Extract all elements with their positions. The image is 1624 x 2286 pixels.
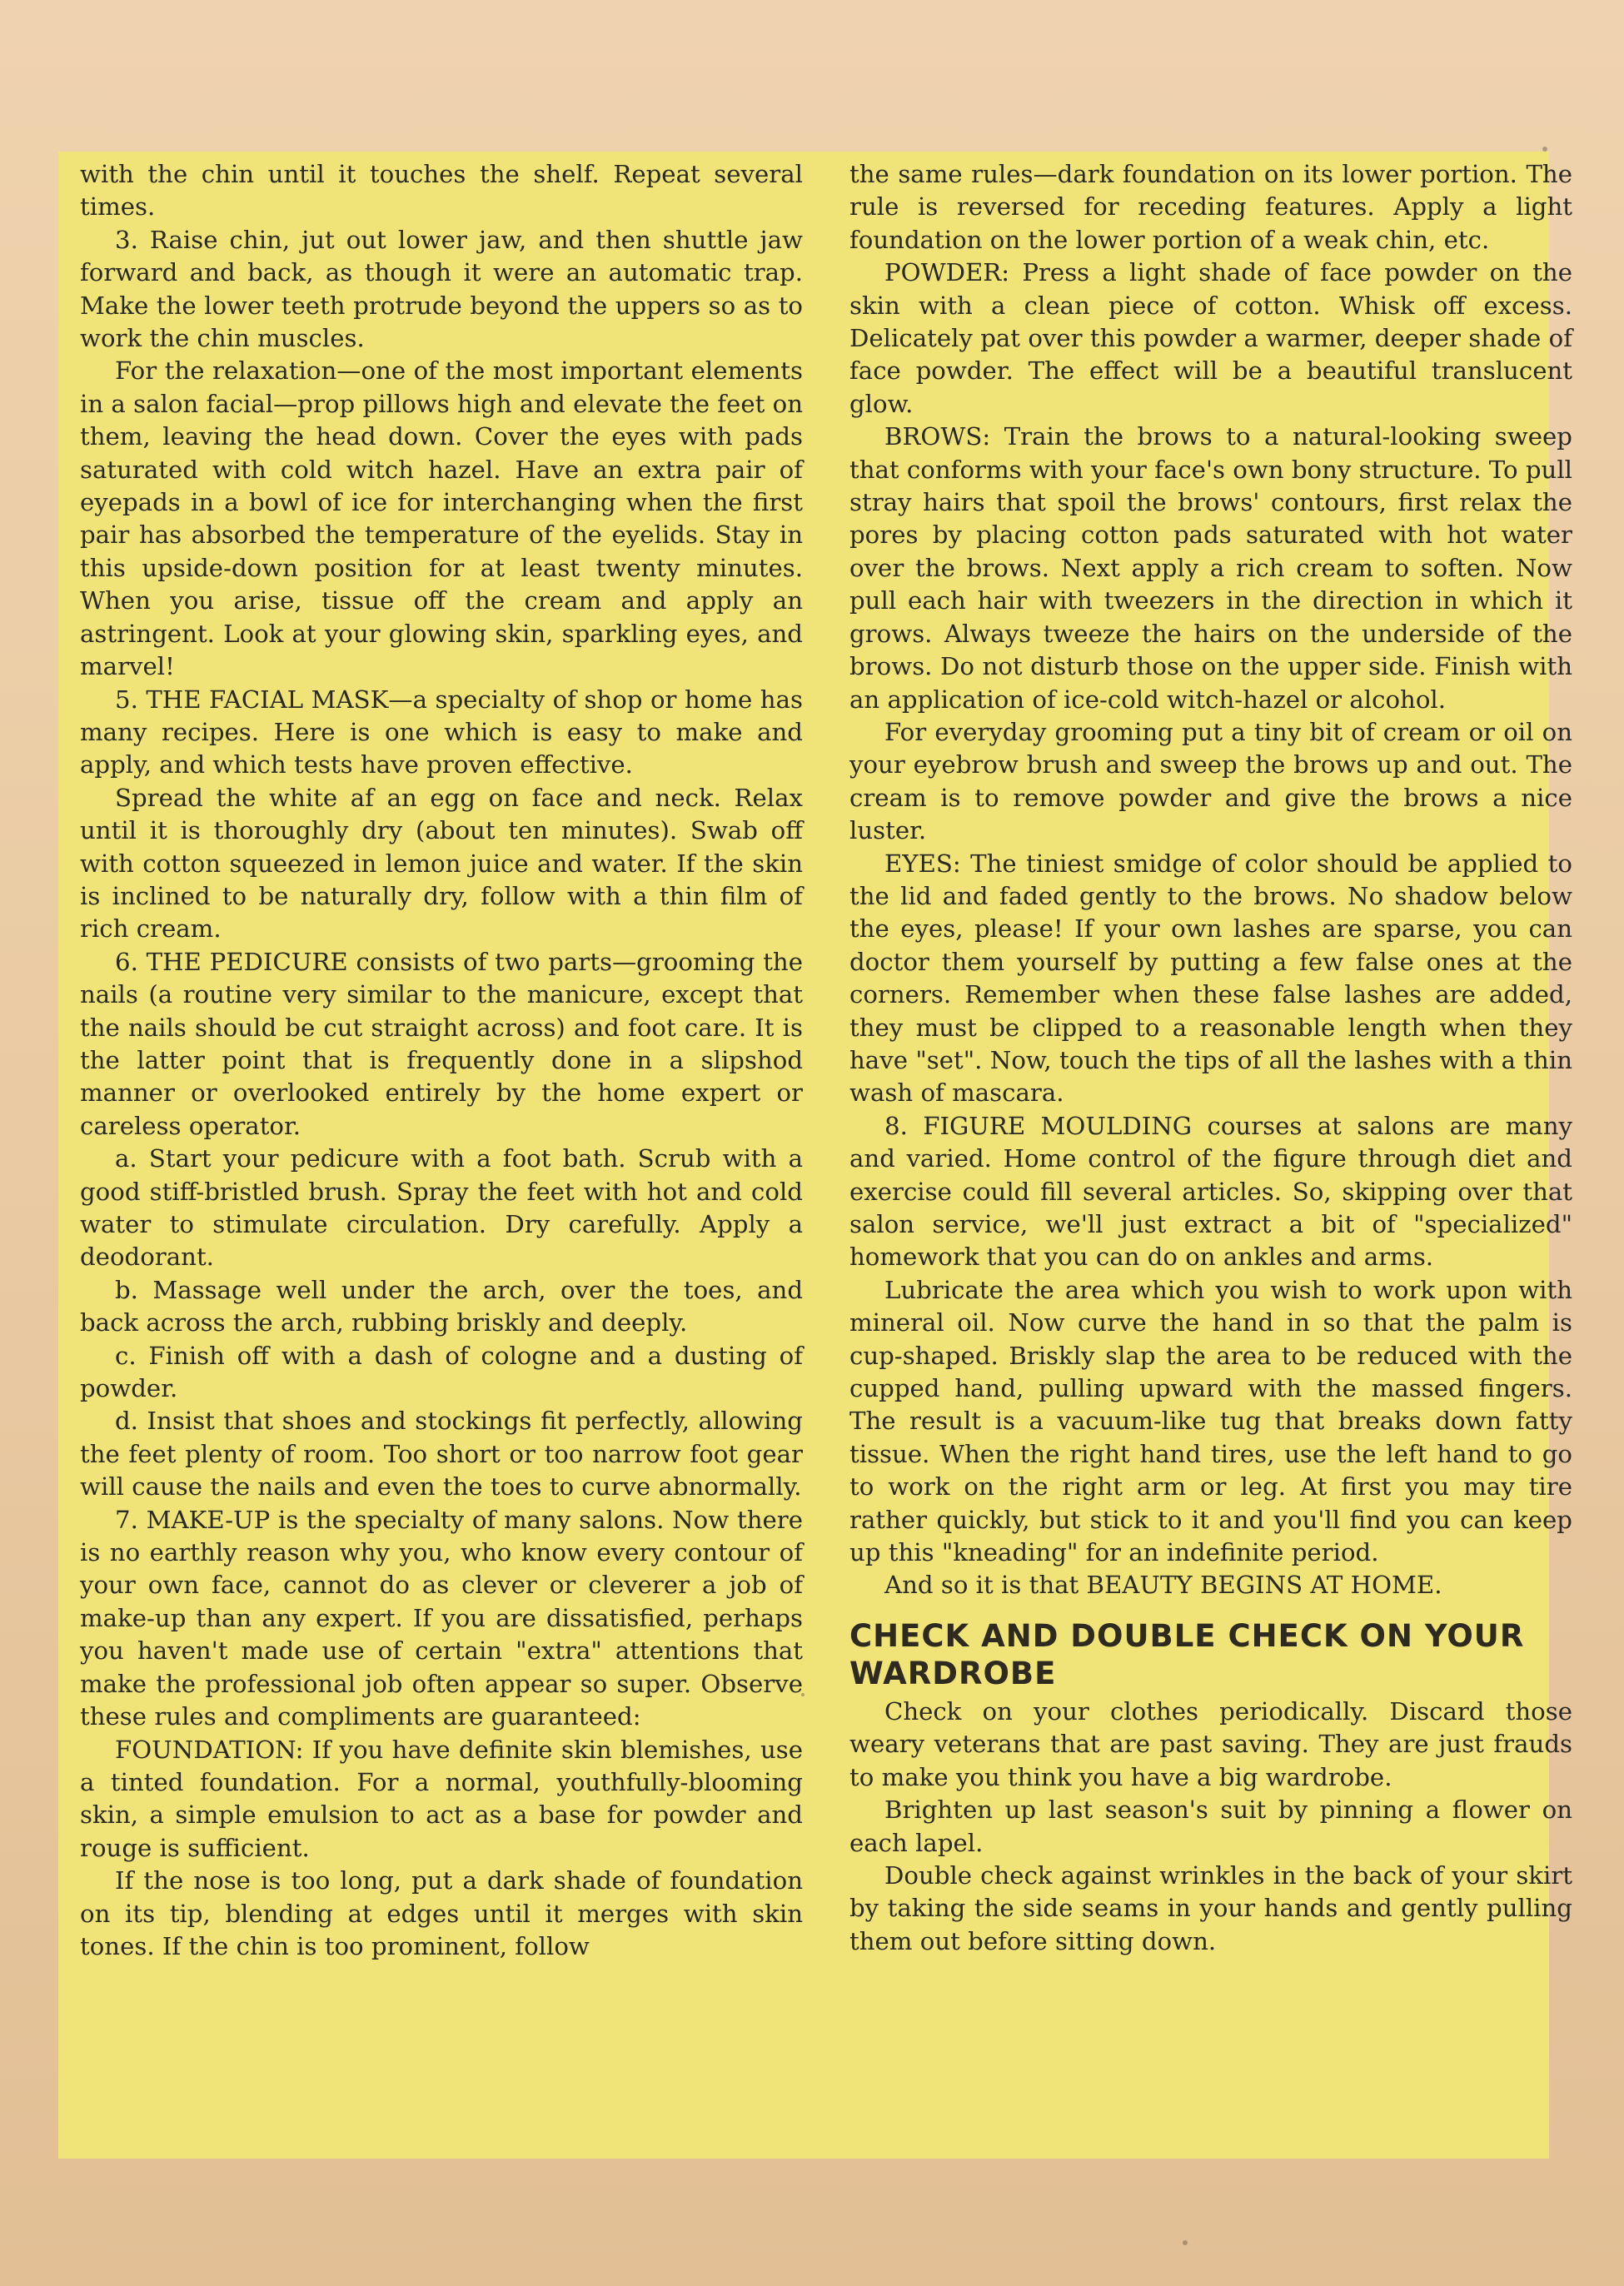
paragraph: 8. FIGURE MOULDING courses at salons are many and varied. Home control of the figure through diet and exercise could fill several articles. So, skipping over that salon service, we'll just extract a bit of "specialized" homework that you can do on ankles and arms.	[849, 1111, 1572, 1272]
paper-speck	[1183, 2240, 1188, 2245]
paragraph: Spread the white af an egg on face and neck. Relax until it is thoroughly dry (about ten minutes). Swab off with cotton squeezed in lemon juice and water. If the skin is inclined to be naturally dry, follow with a thin film of rich cream.	[80, 783, 803, 944]
paragraph: d. Insist that shoes and stockings fit perfectly, allowing the feet plenty of room. Too short or too narrow foot gear will cause the nails and even the toes to curve abnormally.	[80, 1407, 803, 1502]
paragraph: 7. MAKE-UP is the specialty of many salons. Now there is no earthly reason why you, who know every contour of your own face, cannot do as clever or cleverer a job of make-up than any expert. If you are dissatisfied, perhaps you haven't made use of certain "extra" attentions that make the professional job often appear so super. Observe these rules and compliments are guaranteed:	[80, 1505, 803, 1731]
paragraph: For the relaxation—one of the most important elements in a salon facial—prop pillows high and elevate the feet on them, leaving the head down. Cover the eyes with pads saturated with cold witch hazel. Have an extra pair of eyepads in a bowl of ice for interchanging when the first pair has absorbed the temperature of the eyelids. Stay in this upside-down position for at least twenty minutes. When you arise, tissue off the cream and apply an astringent. Look at your glowing skin, sparkling eyes, and marvel!	[80, 356, 803, 681]
paragraph: EYES: The tiniest smidge of color should be applied to the lid and faded gently to the brows. No shadow below the eyes, please! If your own lashes are sparse, you can doctor them yourself by putting a few false ones at the corners. Remember when these false lashes are added, they must be clipped to a reasonable length when they have "set". Now, touch the tips of all the lashes with a thin wash of mascara.	[849, 849, 1572, 1108]
paragraph: Check on your clothes periodically. Discard those weary veterans that are past saving. They are just frauds to make you think you have a big wardrobe.	[849, 1696, 1572, 1791]
paragraph: 3. Raise chin, jut out lower jaw, and then shuttle jaw forward and back, as though it were an automatic trap. Make the lower teeth protrude beyond the uppers so as to work the chin muscles.	[80, 225, 803, 353]
paragraph: 5. THE FACIAL MASK—a specialty of shop or home has many recipes. Here is one which is easy to make and apply, and which tests have proven effective.	[80, 685, 803, 779]
paragraph: And so it is that BEAUTY BEGINS AT HOME.	[884, 1571, 1442, 1600]
paragraph: the same rules—dark foundation on its lower portion. The rule is reversed for receding features. Apply a light foundation on the lower portion of a weak chin, etc.	[849, 160, 1572, 254]
left-column	[80, 158, 803, 1963]
paragraph: c. Finish off with a dash of cologne and a dusting of powder.	[80, 1341, 803, 1403]
paragraph: If the nose is too long, put a dark shade of foundation on its tip, blending at edges until it merges with skin tones. If the chin is too prominent, follow	[80, 1866, 803, 1960]
paragraph: Brighten up last season's suit by pinning a flower on each lapel.	[849, 1795, 1572, 1857]
paragraph: b. Massage well under the arch, over the toes, and back across the arch, rubbing briskly and deeply.	[80, 1275, 803, 1337]
paragraph: 6. THE PEDICURE consists of two parts—grooming the nails (a routine very similar to the manicure, except that the nails should be cut straight across) and foot care. It is the latter point that is frequently done in a slipshod manner or overlooked entirely by the home expert or careless operator.	[80, 947, 803, 1140]
paragraph: BROWS: Train the brows to a natural-looking sweep that conforms with your face's own bony structure. To pull stray hairs that spoil the brows' contours, first relax the pores by placing cotton pads saturated with hot water over the brows. Next apply a rich cream to soften. Now pull each hair with tweezers in the direction in which it grows. Always tweeze the hairs on the underside of the brows. Do not disturb those on the upper side. Finish with an application of ice-cold witch-hazel or alcohol.	[849, 422, 1572, 714]
right-column	[849, 158, 1572, 1958]
paragraph: a. Start your pedicure with a foot bath. Scrub with a good stiff-bristled brush. Spray the feet with hot and cold water to stimulate circulation. Dry carefully. Apply a deodorant.	[80, 1144, 803, 1272]
paragraph: with the chin until it touches the shelf. Repeat several times.	[80, 160, 803, 222]
section-heading: CHECK AND DOUBLE CHECK ON YOUR WARDROBE	[849, 1617, 1525, 1691]
paragraph: FOUNDATION: If you have definite skin blemishes, use a tinted foundation. For a normal, youthfully-blooming skin, a simple emulsion to act as a base for powder and rouge is sufficient.	[80, 1735, 803, 1862]
paragraph: For everyday grooming put a tiny bit of cream or oil on your eyebrow brush and sweep the brows up and out. The cream is to remove powder and give the brows a nice luster.	[849, 717, 1572, 845]
paper-speck	[1542, 147, 1547, 152]
paragraph: POWDER: Press a light shade of face powder on the skin with a clean piece of cotton. Whisk off excess. Delicately pat over this powder a warmer, deeper shade of face powder. The effect will be a beautiful translucent glow.	[849, 258, 1572, 418]
paragraph: Lubricate the area which you wish to work upon with mineral oil. Now curve the hand in so that the palm is cup-shaped. Briskly slap the area to be reduced with the cupped hand, pulling upward with the massed fingers. The result is a vacuum-like tug that breaks down fatty tissue. When the right hand tires, use the left hand to go to work on the right arm or leg. At first you may tire rather quickly, but stick to it and you'll find you can keep up this "kneading" for an indefinite period.	[849, 1275, 1572, 1567]
paragraph: Double check against wrinkles in the back of your skirt by taking the side seams in your hands and gently pulling them out before sitting down.	[849, 1860, 1572, 1955]
